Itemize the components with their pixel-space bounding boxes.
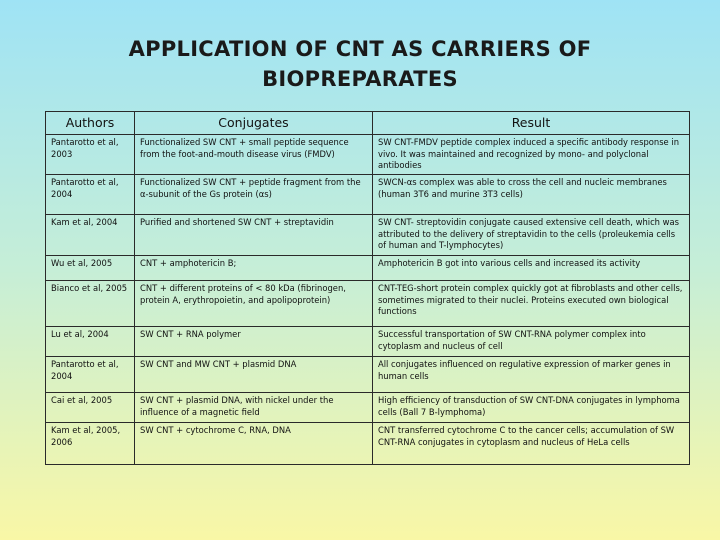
table-row [46, 393, 690, 423]
slide-title-line-1: APPLICATION OF CNT AS CARRIERS OF [128, 37, 592, 61]
header-result: Result [373, 112, 690, 135]
cell-result: High efficiency of transduction of SW CNT-DNA conjugates in lymphoma cells (Ball 7 B-lymphoma) [373, 393, 690, 423]
table-row [46, 327, 690, 357]
cell-conjugates: SW CNT + RNA polymer [135, 327, 373, 357]
cell-result: Amphotericin B got into various cells and increased its activity [373, 256, 690, 281]
cell-result: CNT-TEG-short protein complex quickly got at fibroblasts and other cells, sometimes migrated to their nuclei. Proteins executed own biological functions [373, 281, 690, 327]
cell-conjugates: Functionalized SW CNT + small peptide sequence from the foot-and-mouth disease virus (FMDV) [135, 135, 373, 175]
table-row [46, 175, 690, 215]
table-row [46, 215, 690, 256]
cell-result: SW CNT- streptovidin conjugate caused extensive cell death, which was attributed to the delivery of streptavidin to the cells (proleukemia cells of human and T-lymphocytes) [373, 215, 690, 256]
cell-authors: Cai et al, 2005 [46, 393, 135, 423]
cell-authors: Pantarotto et al, 2004 [46, 357, 135, 393]
cell-authors: Kam et al, 2005, 2006 [46, 423, 135, 465]
cell-authors: Pantarotto et al, 2003 [46, 135, 135, 175]
cell-result: All conjugates influenced on regulative expression of marker genes in human cells [373, 357, 690, 393]
table-row [46, 357, 690, 393]
cell-conjugates: Purified and shortened SW CNT + streptavidin [135, 215, 373, 256]
cell-conjugates: Functionalized SW CNT + peptide fragment from the α-subunit of the Gs protein (αs) [135, 175, 373, 215]
table-row [46, 281, 690, 327]
cell-authors: Pantarotto et al, 2004 [46, 175, 135, 215]
cell-result: Successful transportation of SW CNT-RNA polymer complex into cytoplasm and nucleus of cell [373, 327, 690, 357]
header-authors: Authors [46, 112, 135, 135]
slide-title-line-2: BIOPREPARATES [262, 67, 458, 91]
cell-result: SW CNT-FMDV peptide complex induced a specific antibody response in vivo. It was maintained and recognized by mono- and polyclonal antibodies [373, 135, 690, 175]
table-row [46, 135, 690, 175]
cell-authors: Kam et al, 2004 [46, 215, 135, 256]
table-row [46, 423, 690, 465]
cell-conjugates: SW CNT and MW CNT + plasmid DNA [135, 357, 373, 393]
cell-authors: Bianco et al, 2005 [46, 281, 135, 327]
cell-authors: Lu et al, 2004 [46, 327, 135, 357]
slide-title [0, 34, 720, 94]
table-header-row [46, 112, 690, 135]
table-row [46, 256, 690, 281]
cell-result: CNT transferred cytochrome C to the cancer cells; accumulation of SW CNT-RNA conjugates in cytoplasm and nucleus of HeLa cells [373, 423, 690, 465]
cell-conjugates: CNT + different proteins of < 80 kDa (fibrinogen, protein A, erythropoietin, and apolipoprotein) [135, 281, 373, 327]
cell-result: SWCN-αs complex was able to cross the cell and nucleic membranes (human 3T6 and murine 3T3 cells) [373, 175, 690, 215]
cell-authors: Wu et al, 2005 [46, 256, 135, 281]
cell-conjugates: SW CNT + cytochrome C, RNA, DNA [135, 423, 373, 465]
cell-conjugates: CNT + amphotericin B; [135, 256, 373, 281]
biopreparates-table [45, 111, 690, 465]
cell-conjugates: SW CNT + plasmid DNA, with nickel under the influence of a magnetic field [135, 393, 373, 423]
header-conjugates: Conjugates [135, 112, 373, 135]
